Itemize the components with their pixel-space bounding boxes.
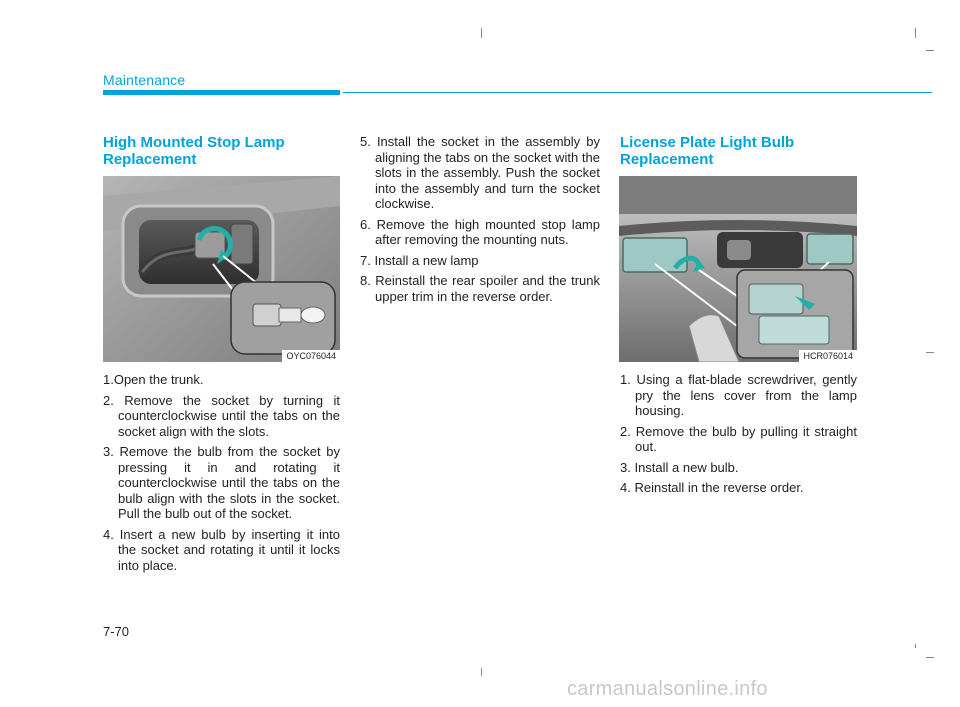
license-plate-illustration	[619, 176, 857, 362]
list-item: 1.Open the trunk.	[103, 372, 204, 387]
list-item: 7. Install a new lamp	[360, 252, 479, 268]
section-title-high-mounted-stop-lamp: High Mounted Stop Lamp Replacement	[103, 134, 285, 168]
list-item: 6. Remove the high mounted stop lamp after removing the mounting nuts.	[360, 216, 600, 247]
list-item: 2. Remove the socket by turning it counterclockwise until the tabs on the socket align with the slots.	[103, 392, 340, 439]
watermark: carmanualsonline.info	[567, 678, 768, 700]
list-item: 5. Install the socket in the assembly by aligning the tabs on the socket with the slots in the assembly. Push the socket into the assembly and turn the socket clockwise.	[360, 134, 600, 211]
figure-code: OYC076044	[282, 350, 340, 362]
license-plate-steps	[620, 372, 857, 501]
section-title-license-plate-light: License Plate Light Bulb Replacement	[620, 134, 795, 168]
list-item: 4. Insert a new bulb by inserting it into the socket and rotating it until it locks into place.	[103, 526, 340, 573]
crop-mark	[481, 28, 482, 38]
crop-mark	[481, 668, 482, 676]
list-item: 4. Reinstall in the reverse order.	[620, 480, 804, 495]
header-rule	[343, 92, 932, 93]
list-item: 1. Using a flat-blade screwdriver, gently pry the lens cover from the lamp housing.	[620, 372, 857, 418]
list-item: 3. Install a new bulb.	[620, 459, 739, 475]
crop-mark	[926, 657, 934, 658]
crop-mark	[915, 28, 916, 38]
stop-lamp-steps	[103, 372, 340, 578]
list-item: 2. Remove the bulb by pulling it straight out.	[620, 423, 857, 454]
header-bar	[103, 90, 340, 95]
section-header: Maintenance	[103, 72, 186, 88]
figure-code: HCR076014	[799, 350, 857, 362]
figure-license-plate-light	[619, 176, 857, 362]
crop-mark	[926, 50, 934, 51]
figure-stop-lamp	[103, 176, 340, 362]
page-number: 7-70	[103, 624, 130, 639]
stop-lamp-steps-continued	[360, 134, 600, 309]
list-item: 8. Reinstall the rear spoiler and the trunk upper trim in the reverse order.	[360, 273, 600, 304]
list-item: 3. Remove the bulb from the socket by pressing it in and rotating it counterclockwise until the tabs on the bulb align with the slots in the socket. Pull the bulb out of the socket.	[103, 444, 340, 521]
stop-lamp-illustration	[103, 176, 340, 362]
crop-mark	[926, 352, 934, 353]
crop-mark	[915, 644, 916, 648]
